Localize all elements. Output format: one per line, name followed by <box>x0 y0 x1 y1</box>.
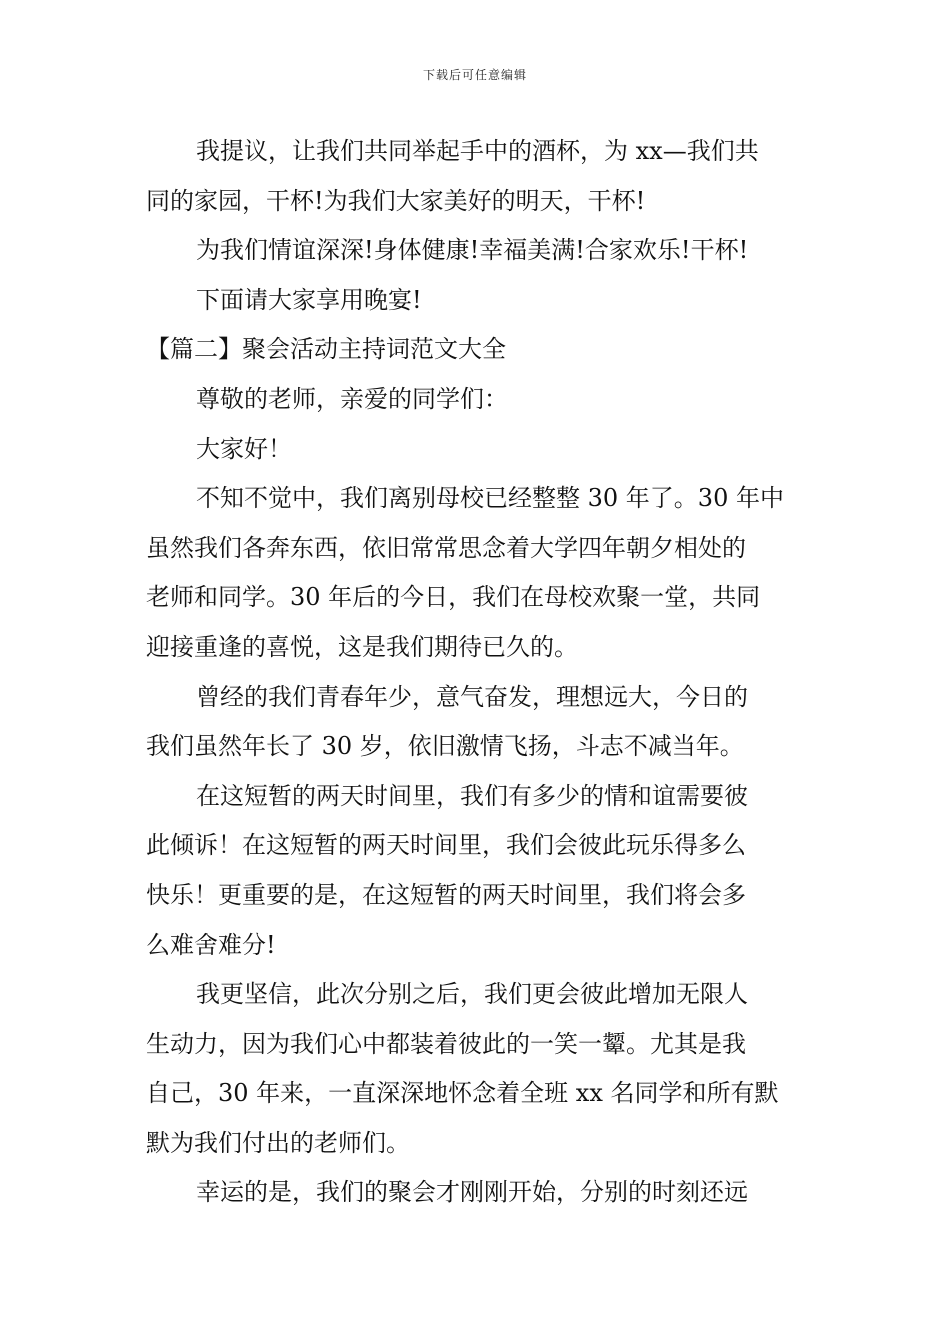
paragraph-line: 我提议，让我们共同举起手中的酒杯，为 xx—我们共 <box>196 137 759 165</box>
page-header: 下载后可任意编辑 <box>422 68 527 82</box>
paragraph-toast <box>146 127 810 226</box>
paragraph-line: 在这短暂的两天时间里，我们有多少的情和谊需要彼 <box>196 781 748 810</box>
paragraph-line: 我们虽然年长了 30 岁，依旧激情飞扬，斗志不减当年。 <box>146 732 744 761</box>
paragraph-wishes <box>146 226 810 276</box>
paragraph-reunion <box>146 474 810 672</box>
hello-line: 大家好！ <box>196 434 292 463</box>
paragraph-line: 幸运的是，我们的聚会才刚刚开始，分别的时刻还远 <box>196 1178 748 1207</box>
paragraph-line: 生动力，因为我们心中都装着彼此的一笑一颦。尤其是我 <box>146 1029 746 1058</box>
document-body <box>146 127 810 1218</box>
paragraph-line: 同的家园，干杯!为我们大家美好的明天，干杯! <box>146 186 646 215</box>
paragraph-line: 此倾诉！在这短暂的两天时间里，我们会彼此玩乐得多么 <box>146 831 746 860</box>
paragraph-line: 自己，30 年来，一直深深地怀念着全班 xx 名同学和所有默 <box>146 1079 779 1108</box>
paragraph-line: 曾经的我们青春年少，意气奋发，理想远大，今日的 <box>196 682 748 711</box>
paragraph-line: 为我们情谊深深!身体健康!幸福美满!合家欢乐!干杯! <box>196 236 749 265</box>
paragraph-line: 虽然我们各奔东西，依旧常常思念着大学四年朝夕相处的 <box>146 533 746 562</box>
paragraph-line: 迎接重逢的喜悦，这是我们期待已久的。 <box>146 632 578 661</box>
paragraph-dinner <box>146 276 810 326</box>
paragraph-line: 默为我们付出的老师们。 <box>146 1128 410 1157</box>
paragraph-line: 老师和同学。30 年后的今日，我们在母校欢聚一堂，共同 <box>146 583 761 612</box>
paragraph-fortunate <box>146 1168 810 1218</box>
paragraph-youth <box>146 673 810 772</box>
paragraph-line: 不知不觉中，我们离别母校已经整整 30 年了。30 年中 <box>196 484 784 513</box>
paragraph-two-days <box>146 772 810 970</box>
section-heading: 【篇二】聚会活动主持词范文大全 <box>146 335 506 364</box>
paragraph-line: 么难舍难分! <box>146 930 276 959</box>
paragraph-belief <box>146 970 810 1168</box>
paragraph-line: 下面请大家享用晚宴! <box>196 285 422 314</box>
greeting-line: 尊敬的老师，亲爱的同学们： <box>196 384 508 413</box>
paragraph-line: 快乐！更重要的是，在这短暂的两天时间里，我们将会多 <box>146 880 746 909</box>
paragraph-line: 我更坚信，此次分别之后，我们更会彼此增加无限人 <box>196 980 748 1009</box>
